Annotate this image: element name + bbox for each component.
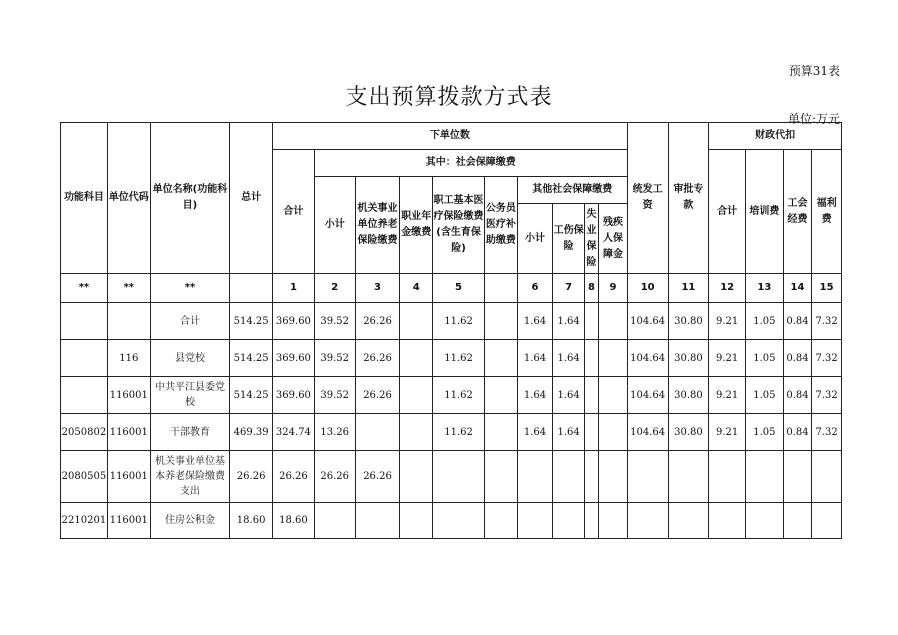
welfare-value (812, 451, 842, 503)
index-cell: 13 (746, 274, 784, 303)
injury-value (553, 503, 585, 539)
special-value: 30.80 (668, 303, 709, 340)
header-finance: 财政代扣 (709, 123, 842, 150)
index-cell: 8 (584, 274, 598, 303)
header-name: 单位名称(功能科目) (150, 123, 230, 274)
pension-value (355, 503, 400, 539)
civil-value (485, 414, 518, 451)
civil-value (485, 503, 518, 539)
index-cell: 10 (627, 274, 668, 303)
index-cell: ** (150, 274, 230, 303)
medical-value: 11.62 (433, 414, 485, 451)
pension-value: 26.26 (355, 377, 400, 414)
total-value: 514.25 (230, 377, 273, 414)
sub-total-value: 18.60 (273, 503, 315, 539)
unit-name: 干部教育 (150, 414, 230, 451)
salary-value: 104.64 (627, 377, 668, 414)
other-value: 1.64 (517, 414, 553, 451)
unemployment-value (584, 340, 598, 377)
union-value (783, 503, 812, 539)
index-cell: 1 (273, 274, 315, 303)
table-row (61, 451, 842, 503)
finance-value: 9.21 (709, 340, 746, 377)
page-title: 支出预算拨款方式表 (345, 85, 553, 110)
sub-total-value: 369.60 (273, 303, 315, 340)
index-cell: ** (107, 274, 150, 303)
union-value: 0.84 (783, 340, 812, 377)
unit-name: 县党校 (150, 340, 230, 377)
pension-value: 26.26 (355, 303, 400, 340)
header-sub-units: 下单位数 (273, 123, 628, 150)
finance-value: 9.21 (709, 377, 746, 414)
header-social: 其中：社会保障缴费 (314, 150, 627, 177)
union-value: 0.84 (783, 303, 812, 340)
header-total: 总计 (230, 123, 273, 274)
social-value: 13.26 (314, 414, 355, 451)
header-social-subtotal: 小计 (314, 177, 355, 274)
unemployment-value (584, 451, 598, 503)
annuity-value (400, 303, 433, 340)
salary-value: 104.64 (627, 340, 668, 377)
budget-table (60, 122, 842, 539)
social-value: 39.52 (314, 340, 355, 377)
header-other-social: 其他社会保障缴费 (517, 177, 627, 204)
disability-value (599, 303, 628, 340)
index-cell: 5 (433, 274, 485, 303)
medical-value: 11.62 (433, 303, 485, 340)
unit-code (107, 303, 150, 340)
medical-value (433, 451, 485, 503)
union-value (783, 451, 812, 503)
table-row (61, 303, 842, 340)
unit-name: 住房公积金 (150, 503, 230, 539)
special-value: 30.80 (668, 414, 709, 451)
injury-value (553, 451, 585, 503)
other-value (517, 451, 553, 503)
welfare-value: 7.32 (812, 377, 842, 414)
index-cell: 12 (709, 274, 746, 303)
total-value: 26.26 (230, 451, 273, 503)
civil-value (485, 340, 518, 377)
training-value: 1.05 (746, 303, 784, 340)
index-cell: 14 (783, 274, 812, 303)
unit-code: 116001 (107, 503, 150, 539)
training-value: 1.05 (746, 377, 784, 414)
medical-value: 11.62 (433, 377, 485, 414)
index-cell: 6 (517, 274, 553, 303)
header-welfare: 福利费 (812, 150, 842, 274)
injury-value: 1.64 (553, 414, 585, 451)
header-civil-medical: 公务员医疗补助缴费 (485, 177, 518, 274)
disability-value (599, 503, 628, 539)
union-value: 0.84 (783, 377, 812, 414)
table-row (61, 377, 842, 414)
header-annuity: 职业年金缴费 (400, 177, 433, 274)
injury-value: 1.64 (553, 340, 585, 377)
table-row (61, 503, 842, 539)
special-value (668, 451, 709, 503)
welfare-value: 7.32 (812, 303, 842, 340)
header-salary: 统发工资 (627, 123, 668, 274)
salary-value: 104.64 (627, 414, 668, 451)
unit-code: 116 (107, 340, 150, 377)
func-code: 2080505 (61, 451, 108, 503)
pension-value (355, 414, 400, 451)
finance-value: 9.21 (709, 414, 746, 451)
table-row (61, 414, 842, 451)
finance-value: 9.21 (709, 303, 746, 340)
header-disability: 残疾人保障金 (599, 204, 628, 274)
annuity-value (400, 451, 433, 503)
training-value: 1.05 (746, 340, 784, 377)
table-number: 预算31表 (788, 64, 840, 78)
training-value (746, 451, 784, 503)
other-value: 1.64 (517, 303, 553, 340)
finance-value (709, 503, 746, 539)
annuity-value (400, 503, 433, 539)
annuity-value (400, 377, 433, 414)
index-cell: 9 (599, 274, 628, 303)
disability-value (599, 340, 628, 377)
unit-code: 116001 (107, 451, 150, 503)
func-code: 2050802 (61, 414, 108, 451)
pension-value: 26.26 (355, 451, 400, 503)
social-value: 39.52 (314, 303, 355, 340)
total-value: 514.25 (230, 340, 273, 377)
index-cell: ** (61, 274, 108, 303)
disability-value (599, 414, 628, 451)
annuity-value (400, 414, 433, 451)
civil-value (485, 451, 518, 503)
total-value: 18.60 (230, 503, 273, 539)
header-medical: 职工基本医疗保险缴费(含生育保险) (433, 177, 485, 274)
welfare-value: 7.32 (812, 414, 842, 451)
header-fin-total: 合计 (709, 150, 746, 274)
unit-code: 116001 (107, 414, 150, 451)
annuity-value (400, 340, 433, 377)
unemployment-value (584, 503, 598, 539)
special-value: 30.80 (668, 377, 709, 414)
func-code (61, 340, 108, 377)
injury-value: 1.64 (553, 303, 585, 340)
special-value: 30.80 (668, 340, 709, 377)
unemployment-value (584, 303, 598, 340)
social-value: 39.52 (314, 377, 355, 414)
total-value: 469.39 (230, 414, 273, 451)
training-value: 1.05 (746, 414, 784, 451)
header-special: 审批专款 (668, 123, 709, 274)
injury-value: 1.64 (553, 377, 585, 414)
social-value (314, 503, 355, 539)
index-cell: 2 (314, 274, 355, 303)
header-injury: 工伤保险 (553, 204, 585, 274)
total-value: 514.25 (230, 303, 273, 340)
union-value: 0.84 (783, 414, 812, 451)
unit-name: 机关事业单位基本养老保险缴费支出 (150, 451, 230, 503)
civil-value (485, 303, 518, 340)
unit-name: 合计 (150, 303, 230, 340)
header-code: 单位代码 (107, 123, 150, 274)
index-cell: 11 (668, 274, 709, 303)
finance-value (709, 451, 746, 503)
civil-value (485, 377, 518, 414)
salary-value: 104.64 (627, 303, 668, 340)
index-cell: 15 (812, 274, 842, 303)
index-cell (485, 274, 518, 303)
special-value (668, 503, 709, 539)
other-value: 1.64 (517, 340, 553, 377)
unit-label: 单位:万元 (787, 112, 840, 126)
salary-value (627, 503, 668, 539)
medical-value: 11.62 (433, 340, 485, 377)
unit-name: 中共平江县委党校 (150, 377, 230, 414)
pension-value: 26.26 (355, 340, 400, 377)
salary-value (627, 451, 668, 503)
social-value: 26.26 (314, 451, 355, 503)
func-code (61, 377, 108, 414)
sub-total-value: 26.26 (273, 451, 315, 503)
sub-total-value: 369.60 (273, 377, 315, 414)
header-other-subtotal: 小计 (517, 204, 553, 274)
other-value: 1.64 (517, 377, 553, 414)
unemployment-value (584, 377, 598, 414)
disability-value (599, 377, 628, 414)
index-cell: 4 (400, 274, 433, 303)
sub-total-value: 324.74 (273, 414, 315, 451)
header-func: 功能科目 (61, 123, 108, 274)
header-unemployment: 失业保险 (584, 204, 598, 274)
header-training: 培训费 (746, 150, 784, 274)
disability-value (599, 451, 628, 503)
other-value (517, 503, 553, 539)
index-cell: 3 (355, 274, 400, 303)
header-pension: 机关事业单位养老保险缴费 (355, 177, 400, 274)
sub-total-value: 369.60 (273, 340, 315, 377)
header-sub-total: 合计 (273, 150, 315, 274)
unit-code: 116001 (107, 377, 150, 414)
index-cell (230, 274, 273, 303)
table-row (61, 340, 842, 377)
medical-value (433, 503, 485, 539)
welfare-value (812, 503, 842, 539)
header-union: 工会经费 (783, 150, 812, 274)
func-code: 2210201 (61, 503, 108, 539)
welfare-value: 7.32 (812, 340, 842, 377)
index-cell: 7 (553, 274, 585, 303)
training-value (746, 503, 784, 539)
func-code (61, 303, 108, 340)
unemployment-value (584, 414, 598, 451)
